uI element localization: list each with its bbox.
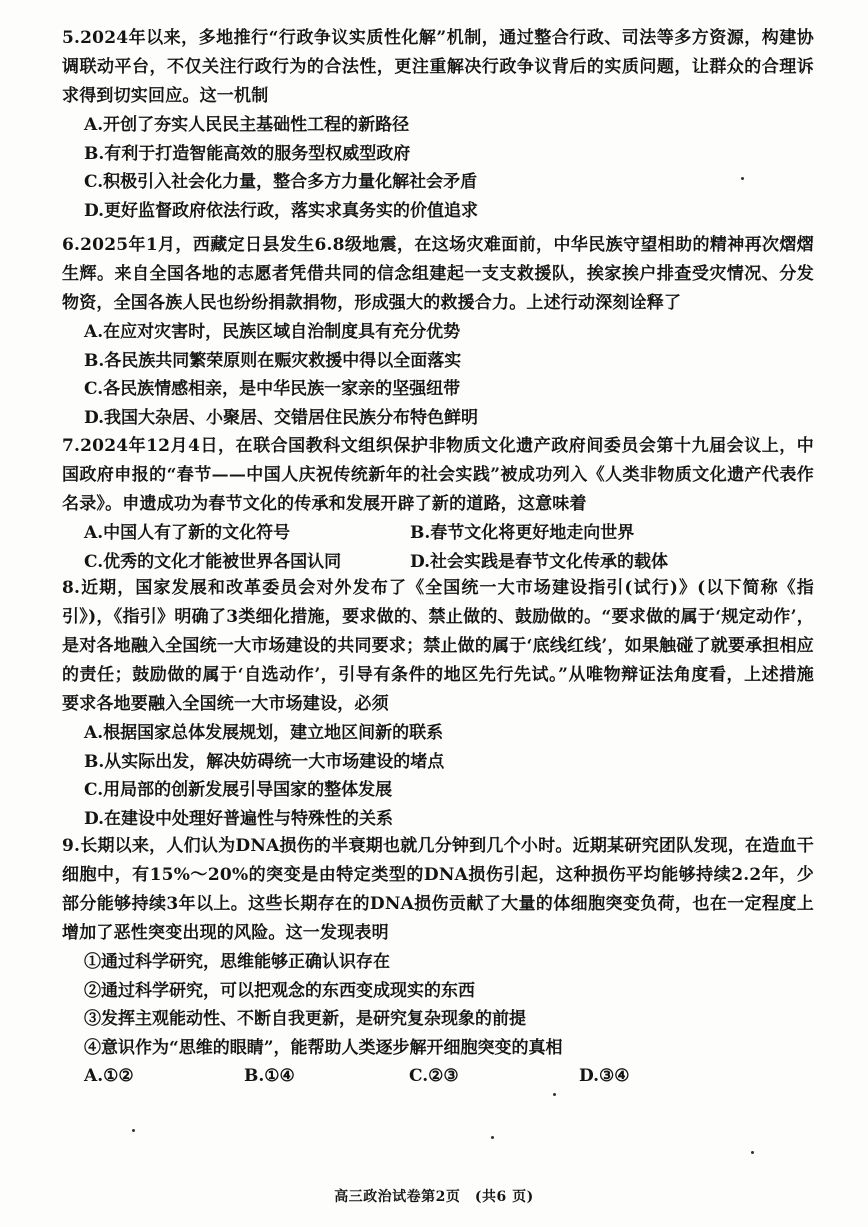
scan-speck <box>491 1136 494 1139</box>
option-c: C.②③ <box>409 1066 459 1086</box>
question-stem <box>62 231 814 318</box>
option-b: B.各民族共同繁荣原则在赈灾救援中得以全面落实 <box>84 350 462 371</box>
option-c: C.各民族情感相亲，是中华民族一家亲的坚强纽带 <box>84 379 461 399</box>
statement-2: ②通过科学研究，可以把观念的东西变成现实的东西 <box>84 980 475 1001</box>
option-d: D.在建设中处理好普遍性与特殊性的关系 <box>84 808 394 829</box>
options-grid <box>62 519 814 576</box>
question-8 <box>62 574 814 833</box>
question-number: 8. <box>62 578 81 598</box>
question-number: 5. <box>62 28 81 48</box>
option-b: B.有利于打造智能高效的服务型权威型政府 <box>84 143 411 164</box>
option-d: D.社会实践是春节文化传承的载体 <box>410 551 669 572</box>
question-6 <box>62 231 814 432</box>
statement-3: ③发挥主观能动性、不断自我更新，是研究复杂现象的前提 <box>84 1009 526 1029</box>
question-9 <box>62 832 814 1091</box>
question-number: 7. <box>62 436 81 456</box>
option-c: C.优秀的文化才能被世界各国认同 <box>84 551 342 572</box>
options-row <box>62 1062 814 1091</box>
question-stem <box>62 432 814 519</box>
option-b: B.春节文化将更好地走向世界 <box>410 523 635 543</box>
question-stem <box>62 24 814 111</box>
option-b: B.①④ <box>244 1066 295 1086</box>
option-a: A.根据国家总体发展规划，建立地区间新的联系 <box>84 723 444 743</box>
option-d: D.我国大杂居、小聚居、交错居住民族分布特色鲜明 <box>84 407 479 428</box>
question-stem <box>62 574 814 719</box>
question-text: 长期以来，人们认为DNA损伤的半衰期也就几分钟到几个小时。近期某研究团队发现，在造血干细胞中，有15%～20%的突变是由特定类型的DNA损伤引起，这种损伤平均能够持续2.2年，少部分能够持续3年以上。这些长期存在的DNA损伤贡献了大量的体细胞突变负荷，也在一定程度上增加了恶性突变出现的风险。这一发现表明 <box>62 836 814 943</box>
question-text: 2024年以来，多地推行“行政争议实质性化解”机制，通过整合行政、司法等多方资源，构建协调联动平台，不仅关注行政行为的合法性，更注重解决行政争议背后的实质问题，让群众的合理诉求得到切实回应。这一机制 <box>62 28 814 106</box>
question-number: 9. <box>62 836 81 856</box>
option-d: D.更好监督政府依法行政，落实求真务实的价值追求 <box>84 200 479 221</box>
statement-1: ①通过科学研究，思维能够正确认识存在 <box>84 952 390 972</box>
question-text: 2024年12月4日，在联合国教科文组织保护非物质文化遗产政府间委员会第十九届会议上，中国政府申报的“春节——中国人庆祝传统新年的社会实践”被成功列入《人类非物质文化遗产代表作名录》。申遗成功为春节文化的传承和发展开辟了新的道路，这意味着 <box>62 436 814 514</box>
question-text: 近期，国家发展和改革委员会对外发布了《全国统一大市场建设指引(试行)》(以下简称《指引》)，《指引》明确了3类细化措施，要求做的、禁止做的、鼓励做的。“要求做的属于‘规定动作’，是对各地融入全国统一大市场建设的共同要求；禁止做的属于‘底线红线’，如果触碰了就要承担相应的责任；鼓励做的属于‘自选动作’，引导有条件的地区先行先试。”从唯物辩证法角度看，上述措施要求各地要融入全国统一大市场建设，必须 <box>62 578 814 714</box>
option-d: D.③④ <box>579 1066 630 1086</box>
option-a: A.中国人有了新的文化符号 <box>84 523 291 543</box>
option-a: A.①② <box>84 1066 134 1086</box>
question-7 <box>62 432 814 576</box>
question-number: 6. <box>62 235 81 255</box>
option-a: A.开创了夯实人民民主基础性工程的新路径 <box>84 115 410 135</box>
option-b: B.从实际出发，解决妨碍统一大市场建设的堵点 <box>84 751 445 772</box>
question-5 <box>62 24 814 225</box>
question-stem <box>62 832 814 948</box>
scan-speck <box>553 1093 556 1096</box>
scan-speck <box>132 1129 135 1132</box>
option-c: C.用局部的创新发展引导国家的整体发展 <box>84 780 393 800</box>
option-c: C.积极引入社会化力量，整合多方力量化解社会矛盾 <box>84 172 478 192</box>
page-footer: 高三政治试卷第2页 (共6 页) <box>334 1189 534 1205</box>
question-text: 2025年1月，西藏定日县发生6.8级地震，在这场灾难面前，中华民族守望相助的精神再次熠熠生辉。来自全国各地的志愿者凭借共同的信念组建起一支支救援队，挨家挨户排查受灾情况、分发物资，全国各族人民也纷纷捐款捐物，形成强大的救援合力。上述行动深刻诠释了 <box>62 235 814 313</box>
scan-speck <box>751 1151 754 1154</box>
statement-4: ④意识作为“思维的眼睛”，能帮助人类逐步解开细胞突变的真相 <box>84 1037 563 1058</box>
option-a: A.在应对灾害时，民族区域自治制度具有充分优势 <box>84 322 461 342</box>
scan-speck <box>741 177 744 180</box>
